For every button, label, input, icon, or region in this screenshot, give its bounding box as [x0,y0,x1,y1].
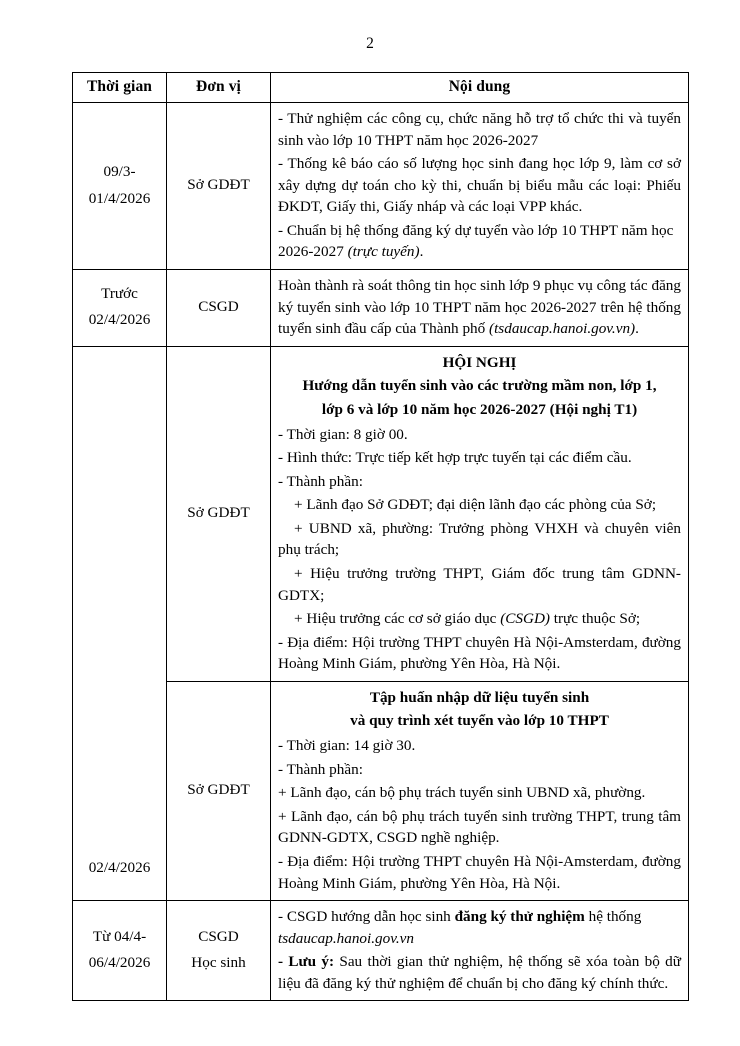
content-text: - CSGD hướng dẫn học sinh [278,908,455,926]
content-emphasis-italic: (trực tuyến) [347,243,420,261]
cell-content-2 [271,270,689,347]
content-text: + Hiệu trưởng các cơ sở giáo dục [294,610,501,628]
time-line-2: 06/4/2026 [88,954,151,972]
cell-unit-4: Sở GDĐT [167,681,271,900]
unit-line-2: Học sinh [191,954,246,972]
content-paragraph [278,906,681,949]
unit-line-1: CSGD [198,927,239,945]
cell-unit-3: Sở GDĐT [167,346,271,681]
cell-unit-1: Sở GDĐT [167,103,271,270]
content-paragraph: - Địa điểm: Hội trường THPT chuyên Hà Nội-Amsterdam, đường Hoàng Minh Giám, phường Yên Hòa, Hà Nội. [278,633,681,673]
schedule-table [72,72,689,1001]
time-line-2: 01/4/2026 [88,189,151,207]
column-header-content: Nội dung [271,73,689,103]
content-paragraph: - Thời gian: 14 giờ 30. [278,737,416,755]
table-header-row [73,73,689,103]
content-abbreviation-italic: (CSGD) [500,610,550,628]
content-emphasis-bold: đăng ký thử nghiệm [454,908,585,926]
content-paragraph: - Thành phần: [278,760,363,778]
cell-content-3 [271,346,689,681]
cell-content-4 [271,681,689,900]
table-row [73,346,689,681]
content-paragraph: + Lãnh đạo Sở GDĐT; đại diện lãnh đạo các phòng của Sở; [294,496,657,514]
conference-subtitle-line-1: Hướng dẫn tuyển sinh vào các trường mầm non, lớp 1, [302,377,657,395]
time-line-1: Từ 04/4- [92,927,147,945]
content-text: . [419,243,424,261]
column-header-unit: Đơn vị [167,73,271,103]
content-text: trực thuộc Sở; [549,610,641,628]
time-line-1: Trước [101,284,138,302]
cell-time-3: 02/4/2026 [73,346,167,900]
content-paragraph: - Thống kê báo cáo số lượng học sinh đang học lớp 9, làm cơ sở xây dựng dự toán cho kỳ thi, chuẩn bị biểu mẫu các loại: Phiếu ĐKDT, Giấy thi, Giấy nháp và các loại VPP khác. [278,155,681,216]
page-number: 2 [366,35,374,52]
conference-title: HỘI NGHỊ [442,353,517,371]
column-header-time: Thời gian [73,73,167,103]
time-line-2: 02/4/2026 [88,311,151,329]
content-text: hệ thống [584,908,642,926]
content-text: . [635,320,639,338]
content-paragraph [278,951,681,994]
content-paragraph: - Thời gian: 8 giờ 00. [278,425,408,443]
content-paragraph: - Hình thức: Trực tiếp kết hợp trực tuyến tại các điểm cầu. [278,449,632,467]
content-paragraph [278,608,681,630]
content-paragraph: + Lãnh đạo, cán bộ phụ trách tuyển sinh UBND xã, phường. [278,784,646,802]
content-url-italic: (tsdaucap.hanoi.gov.vn) [489,320,636,338]
content-text: Hoàn thành rà soát thông tin học sinh lớp 9 phục vụ công tác đăng ký tuyển sinh vào lớp 10 THPT năm học 2026-2027 trên hệ thống tuyển sinh đầu cấp của Thành phố [278,277,681,338]
content-paragraph: + Lãnh đạo, cán bộ phụ trách tuyển sinh trường THPT, trung tâm GDNN-GDTX, CSGD nghề nghiệp. [278,807,681,847]
table-row [73,901,689,1001]
schedule-table-container [72,72,688,1001]
content-paragraph: - Thành phần: [278,472,363,490]
conference-subtitle-line-2: lớp 6 và lớp 10 năm học 2026-2027 (Hội nghị T1) [321,400,638,418]
content-paragraph: + UBND xã, phường: Trưởng phòng VHXH và chuyên viên phụ trách; [278,519,681,559]
cell-unit-5 [167,901,271,1001]
content-text: - Chuẩn bị hệ thống đăng ký dự tuyển vào lớp 10 THPT năm học 2026-2027 [278,221,674,261]
content-note-label: - Lưu ý: [278,953,335,971]
time-line-1: 09/3- [103,162,136,180]
training-title-line-2: và quy trình xét tuyển vào lớp 10 THPT [350,712,609,730]
cell-time-1 [73,103,167,270]
content-text: Sau thời gian thử nghiệm, hệ thống sẽ xóa toàn bộ dữ liệu đã đăng ký thử nghiệm để chuẩn bị cho đăng ký chính thức. [278,953,681,992]
cell-content-5 [271,901,689,1001]
content-paragraph [278,275,681,340]
table-row [73,103,689,270]
cell-time-2 [73,270,167,347]
training-title-line-1: Tập huấn nhập dữ liệu tuyển sinh [369,688,590,706]
content-paragraph: - Thử nghiệm các công cụ, chức năng hỗ trợ tổ chức thi và tuyển sinh vào lớp 10 THPT năm học 2026-2027 [278,110,681,149]
content-paragraph: - Địa điểm: Hội trường THPT chuyên Hà Nội-Amsterdam, đường Hoàng Minh Giám, phường Yên Hòa, Hà Nội. [278,852,681,892]
cell-content-1 [271,103,689,270]
table-row [73,270,689,347]
content-url-italic: tsdaucap.hanoi.gov.vn [278,929,414,947]
content-paragraph [278,220,681,263]
content-paragraph: + Hiệu trưởng trường THPT, Giám đốc trung tâm GDNN-GDTX; [278,564,681,604]
cell-unit-2: CSGD [167,270,271,347]
cell-time-5 [73,901,167,1001]
